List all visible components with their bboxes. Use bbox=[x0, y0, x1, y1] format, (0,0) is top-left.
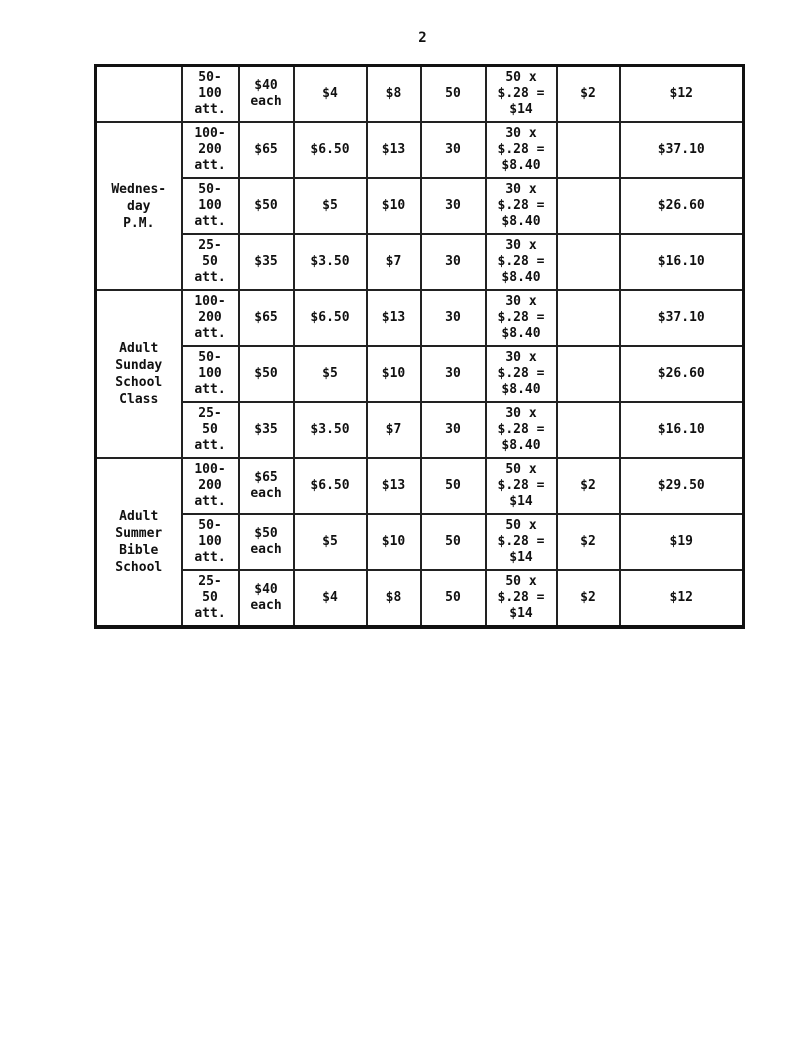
attendance-cell: 100- 200 att. bbox=[182, 122, 239, 178]
calculation-cell: 50 x $.28 = $14 bbox=[486, 570, 557, 627]
calculation-cell: 30 x $.28 = $8.40 bbox=[486, 234, 557, 290]
total-cell: $26.60 bbox=[620, 178, 744, 234]
count-cell: 50 bbox=[421, 66, 486, 123]
extra-cell bbox=[557, 290, 620, 346]
count-cell: 30 bbox=[421, 346, 486, 402]
total-cell: $29.50 bbox=[620, 458, 744, 514]
amount-cell: $10 bbox=[367, 346, 421, 402]
table-row bbox=[96, 290, 744, 346]
group-label-cell bbox=[96, 66, 182, 123]
amount-cell: $5 bbox=[294, 514, 367, 570]
price-cell: $40 each bbox=[239, 570, 294, 627]
count-cell: 50 bbox=[421, 514, 486, 570]
table-row bbox=[96, 178, 744, 234]
price-cell: $35 bbox=[239, 402, 294, 458]
amount-cell: $7 bbox=[367, 402, 421, 458]
calculation-cell: 50 x $.28 = $14 bbox=[486, 514, 557, 570]
amount-cell: $7 bbox=[367, 234, 421, 290]
amount-cell: $8 bbox=[367, 66, 421, 123]
table-row bbox=[96, 122, 744, 178]
calculation-cell: 30 x $.28 = $8.40 bbox=[486, 290, 557, 346]
extra-cell bbox=[557, 346, 620, 402]
calculation-cell: 30 x $.28 = $8.40 bbox=[486, 346, 557, 402]
count-cell: 30 bbox=[421, 178, 486, 234]
table-row bbox=[96, 234, 744, 290]
extra-cell: $2 bbox=[557, 66, 620, 123]
price-cell: $65 each bbox=[239, 458, 294, 514]
table-row bbox=[96, 66, 744, 123]
attendance-cell: 25- 50 att. bbox=[182, 234, 239, 290]
table-row bbox=[96, 346, 744, 402]
calculation-cell: 30 x $.28 = $8.40 bbox=[486, 402, 557, 458]
amount-cell: $4 bbox=[294, 66, 367, 123]
price-cell: $35 bbox=[239, 234, 294, 290]
attendance-cell: 50- 100 att. bbox=[182, 346, 239, 402]
count-cell: 30 bbox=[421, 234, 486, 290]
count-cell: 30 bbox=[421, 122, 486, 178]
group-label-cell: Adult Summer Bible School bbox=[96, 458, 182, 627]
count-cell: 30 bbox=[421, 402, 486, 458]
amount-cell: $3.50 bbox=[294, 402, 367, 458]
attendance-cell: 50- 100 att. bbox=[182, 178, 239, 234]
extra-cell: $2 bbox=[557, 570, 620, 627]
calculation-cell: 30 x $.28 = $8.40 bbox=[486, 178, 557, 234]
amount-cell: $13 bbox=[367, 458, 421, 514]
table-row bbox=[96, 514, 744, 570]
calculation-cell: 50 x $.28 = $14 bbox=[486, 458, 557, 514]
total-cell: $12 bbox=[620, 570, 744, 627]
extra-cell bbox=[557, 402, 620, 458]
amount-cell: $13 bbox=[367, 122, 421, 178]
price-cell: $65 bbox=[239, 290, 294, 346]
calculation-cell: 30 x $.28 = $8.40 bbox=[486, 122, 557, 178]
price-cell: $40 each bbox=[239, 66, 294, 123]
group-label-cell: Adult Sunday School Class bbox=[96, 290, 182, 458]
extra-cell bbox=[557, 234, 620, 290]
total-cell: $16.10 bbox=[620, 402, 744, 458]
extra-cell bbox=[557, 122, 620, 178]
price-cell: $50 bbox=[239, 178, 294, 234]
attendance-cell: 25- 50 att. bbox=[182, 570, 239, 627]
total-cell: $37.10 bbox=[620, 122, 744, 178]
attendance-cell: 25- 50 att. bbox=[182, 402, 239, 458]
table-row bbox=[96, 458, 744, 514]
total-cell: $19 bbox=[620, 514, 744, 570]
amount-cell: $6.50 bbox=[294, 458, 367, 514]
extra-cell: $2 bbox=[557, 458, 620, 514]
amount-cell: $6.50 bbox=[294, 122, 367, 178]
attendance-cell: 50- 100 att. bbox=[182, 514, 239, 570]
amount-cell: $8 bbox=[367, 570, 421, 627]
amount-cell: $4 bbox=[294, 570, 367, 627]
count-cell: 30 bbox=[421, 290, 486, 346]
total-cell: $26.60 bbox=[620, 346, 744, 402]
price-cell: $50 each bbox=[239, 514, 294, 570]
total-cell: $16.10 bbox=[620, 234, 744, 290]
amount-cell: $3.50 bbox=[294, 234, 367, 290]
total-cell: $37.10 bbox=[620, 290, 744, 346]
attendance-cell: 100- 200 att. bbox=[182, 458, 239, 514]
amount-cell: $5 bbox=[294, 178, 367, 234]
amount-cell: $5 bbox=[294, 346, 367, 402]
amount-cell: $13 bbox=[367, 290, 421, 346]
table-row bbox=[96, 570, 744, 627]
table-row bbox=[96, 402, 744, 458]
calculation-cell: 50 x $.28 = $14 bbox=[486, 66, 557, 123]
amount-cell: $10 bbox=[367, 514, 421, 570]
amount-cell: $6.50 bbox=[294, 290, 367, 346]
extra-cell bbox=[557, 178, 620, 234]
price-cell: $50 bbox=[239, 346, 294, 402]
amount-cell: $10 bbox=[367, 178, 421, 234]
page-number: 2 bbox=[418, 30, 427, 46]
group-label-cell: Wednes- day P.M. bbox=[96, 122, 182, 290]
count-cell: 50 bbox=[421, 458, 486, 514]
extra-cell: $2 bbox=[557, 514, 620, 570]
price-cell: $65 bbox=[239, 122, 294, 178]
attendance-cell: 100- 200 att. bbox=[182, 290, 239, 346]
attendance-cell: 50- 100 att. bbox=[182, 66, 239, 123]
count-cell: 50 bbox=[421, 570, 486, 627]
total-cell: $12 bbox=[620, 66, 744, 123]
fee-table bbox=[94, 64, 745, 629]
